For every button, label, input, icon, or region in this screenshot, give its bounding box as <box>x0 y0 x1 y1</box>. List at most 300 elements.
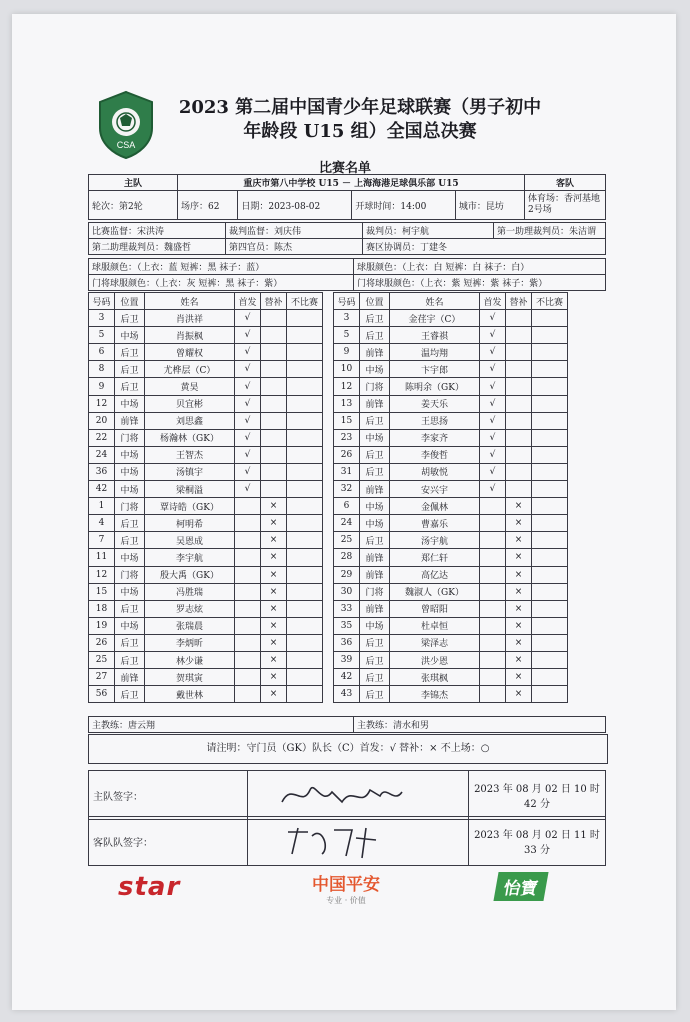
home-player-starter: √ <box>235 429 261 446</box>
roster-table <box>88 292 568 703</box>
away-player-name: 曹嘉乐 <box>390 515 480 532</box>
officials-table <box>88 222 606 255</box>
home-player-position: 中场 <box>115 481 145 498</box>
home-player-name: 覃诗皓（GK） <box>145 498 235 515</box>
home-player-number: 22 <box>89 429 115 446</box>
venue: 体育场：香河基地2号场 <box>525 191 606 220</box>
home-player-substitute: × <box>261 515 287 532</box>
home-player-name: 曾耀权 <box>145 344 235 361</box>
home-signature-scribble <box>252 772 452 816</box>
away-player-starter <box>480 583 506 600</box>
away-player-substitute <box>506 344 532 361</box>
away-player-name: 洪少恩 <box>390 651 480 668</box>
home-header-position: 位置 <box>115 293 145 310</box>
away-player-not-playing <box>532 378 568 395</box>
away-header-position: 位置 <box>360 293 390 310</box>
home-kit: 球服颜色：（上衣：蓝 短裤：黑 袜子：蓝） <box>89 259 354 275</box>
home-player-number: 11 <box>89 549 115 566</box>
kickoff: 开球时间：14:00 <box>352 191 455 220</box>
home-signature <box>248 771 469 820</box>
home-player-substitute: × <box>261 566 287 583</box>
away-player-not-playing <box>532 549 568 566</box>
away-player-not-playing <box>532 344 568 361</box>
pingan-logo <box>296 870 396 906</box>
away-player-not-playing <box>532 532 568 549</box>
home-sign-label: 主队签字： <box>89 771 248 820</box>
roster-gap <box>323 463 334 480</box>
home-player-substitute: × <box>261 617 287 634</box>
title-line-1: 2023 第二届中国青少年足球联赛（男子初中 <box>178 97 542 118</box>
home-player-number: 7 <box>89 532 115 549</box>
home-player-name: 刘思鑫 <box>145 412 235 429</box>
home-player-position: 门将 <box>115 498 145 515</box>
roster-gap <box>323 566 334 583</box>
away-player-position: 门将 <box>360 378 390 395</box>
teams: 重庆市第八中学校 U15 － 上海海港足球俱乐部 U15 <box>178 175 525 191</box>
home-player-not-playing <box>287 327 323 344</box>
away-player-position: 中场 <box>360 515 390 532</box>
roster-header-row <box>89 293 568 310</box>
away-player-starter <box>480 600 506 617</box>
star-logo <box>118 872 180 902</box>
away-player-position: 前锋 <box>360 600 390 617</box>
subtitle: 比赛名单 <box>318 161 371 176</box>
home-player-substitute: × <box>261 634 287 651</box>
home-player-position: 中场 <box>115 617 145 634</box>
away-player-not-playing <box>532 617 568 634</box>
away-player-name: 魏淑人（GK） <box>390 583 480 600</box>
home-player-starter <box>235 634 261 651</box>
away-player-not-playing <box>532 686 568 703</box>
away-player-number: 30 <box>334 583 360 600</box>
roster-row <box>89 583 568 600</box>
away-player-position: 中场 <box>360 617 390 634</box>
ar1: 第一助理裁判员：朱洁谓 <box>494 223 606 239</box>
away-player-position: 后卫 <box>360 686 390 703</box>
logo-text: CSA <box>116 140 136 150</box>
away-player-not-playing <box>532 600 568 617</box>
home-player-not-playing <box>287 498 323 515</box>
pingan-logo-text: 中国平安 <box>312 875 380 895</box>
home-player-not-playing <box>287 395 323 412</box>
home-player-name: 吴恩成 <box>145 532 235 549</box>
home-player-number: 25 <box>89 651 115 668</box>
away-player-not-playing <box>532 651 568 668</box>
away-player-substitute: × <box>506 498 532 515</box>
away-player-number: 31 <box>334 463 360 480</box>
home-player-position: 后卫 <box>115 378 145 395</box>
home-player-position: 后卫 <box>115 344 145 361</box>
away-player-not-playing <box>532 498 568 515</box>
away-player-position: 后卫 <box>360 634 390 651</box>
home-player-not-playing <box>287 344 323 361</box>
home-player-starter <box>235 669 261 686</box>
away-player-name: 梁泽志 <box>390 634 480 651</box>
home-player-not-playing <box>287 446 323 463</box>
roster-gap <box>323 429 334 446</box>
away-player-substitute: × <box>506 583 532 600</box>
home-player-number: 4 <box>89 515 115 532</box>
round: 轮次：第2轮 <box>89 191 178 220</box>
home-player-starter: √ <box>235 412 261 429</box>
home-player-not-playing <box>287 634 323 651</box>
home-player-starter: √ <box>235 310 261 327</box>
away-player-position: 后卫 <box>360 412 390 429</box>
home-player-not-playing <box>287 378 323 395</box>
away-player-name: 陈明余（GK） <box>390 378 480 395</box>
away-player-position: 后卫 <box>360 446 390 463</box>
roster-row <box>89 686 568 703</box>
home-player-number: 56 <box>89 686 115 703</box>
home-player-starter: √ <box>235 446 261 463</box>
roster-row <box>89 344 568 361</box>
away-player-name: 张琪枫 <box>390 669 480 686</box>
away-player-not-playing <box>532 669 568 686</box>
home-player-position: 后卫 <box>115 686 145 703</box>
away-player-number: 36 <box>334 634 360 651</box>
away-player-starter: √ <box>480 327 506 344</box>
away-player-name: 李家齐 <box>390 429 480 446</box>
home-player-substitute: × <box>261 686 287 703</box>
home-player-number: 19 <box>89 617 115 634</box>
home-player-number: 6 <box>89 344 115 361</box>
home-player-substitute <box>261 310 287 327</box>
roster-row <box>89 463 568 480</box>
home-header-starter: 首发 <box>235 293 261 310</box>
home-player-name: 梁桐溢 <box>145 481 235 498</box>
home-player-substitute <box>261 344 287 361</box>
home-player-not-playing <box>287 600 323 617</box>
home-player-not-playing <box>287 412 323 429</box>
roster-row <box>89 327 568 344</box>
away-player-starter <box>480 498 506 515</box>
away-player-name: 温均翔 <box>390 344 480 361</box>
home-player-starter <box>235 515 261 532</box>
roster-row <box>89 378 568 395</box>
title-line-2: 年龄段 U15 组）全国总决赛 <box>243 121 477 142</box>
home-player-name: 杨瀚林（GK） <box>145 429 235 446</box>
away-player-number: 35 <box>334 617 360 634</box>
home-player-number: 1 <box>89 498 115 515</box>
home-coach: 主教练：唐云翔 <box>89 717 354 733</box>
home-player-name: 汤镇宇 <box>145 463 235 480</box>
match-no: 场序：62 <box>178 191 238 220</box>
away-signature-scribble <box>252 818 452 862</box>
away-player-name: 汤宇航 <box>390 532 480 549</box>
home-player-position: 中场 <box>115 327 145 344</box>
home-player-number: 26 <box>89 634 115 651</box>
away-player-position: 后卫 <box>360 463 390 480</box>
home-player-position: 中场 <box>115 549 145 566</box>
away-player-number: 5 <box>334 327 360 344</box>
away-player-number: 32 <box>334 481 360 498</box>
roster-gap <box>323 327 334 344</box>
roster-row <box>89 481 568 498</box>
home-player-not-playing <box>287 481 323 498</box>
home-player-substitute: × <box>261 583 287 600</box>
home-player-position: 后卫 <box>115 515 145 532</box>
home-player-number: 36 <box>89 463 115 480</box>
home-signature-table <box>88 770 606 820</box>
away-player-name: 胡敏悦 <box>390 463 480 480</box>
away-player-not-playing <box>532 361 568 378</box>
away-player-number: 12 <box>334 378 360 395</box>
home-player-name: 张瑞晨 <box>145 617 235 634</box>
away-player-starter: √ <box>480 412 506 429</box>
csa-logo-icon <box>94 88 158 160</box>
away-header-starter: 首发 <box>480 293 506 310</box>
home-player-starter <box>235 617 261 634</box>
roster-row <box>89 532 568 549</box>
home-player-substitute <box>261 412 287 429</box>
roster-gap <box>323 361 334 378</box>
roster-row <box>89 446 568 463</box>
away-player-name: 金佩林 <box>390 498 480 515</box>
roster-gap <box>323 651 334 668</box>
away-player-name: 李俊哲 <box>390 446 480 463</box>
pingan-sub-text: 专业 · 价值 <box>326 896 366 905</box>
away-player-starter <box>480 566 506 583</box>
home-player-name: 尤桦层（C） <box>145 361 235 378</box>
city: 城市：昆坊 <box>455 191 524 220</box>
away-player-position: 前锋 <box>360 395 390 412</box>
roster-gap <box>323 669 334 686</box>
roster-gap <box>323 412 334 429</box>
third-sponsor-text: 怡寶 <box>493 872 548 901</box>
away-player-not-playing <box>532 446 568 463</box>
away-player-substitute <box>506 412 532 429</box>
home-player-substitute <box>261 378 287 395</box>
roster-row <box>89 549 568 566</box>
away-player-position: 前锋 <box>360 481 390 498</box>
home-player-not-playing <box>287 361 323 378</box>
away-player-substitute <box>506 481 532 498</box>
referee: 裁判员：柯宇航 <box>363 223 494 239</box>
away-player-number: 6 <box>334 498 360 515</box>
home-player-number: 5 <box>89 327 115 344</box>
away-player-position: 前锋 <box>360 566 390 583</box>
away-player-name: 王思扬 <box>390 412 480 429</box>
away-header-number: 号码 <box>334 293 360 310</box>
home-player-starter: √ <box>235 395 261 412</box>
home-player-name: 黄昊 <box>145 378 235 395</box>
away-player-number: 29 <box>334 566 360 583</box>
away-player-name: 金荏宇（C） <box>390 310 480 327</box>
home-player-substitute <box>261 481 287 498</box>
home-player-starter <box>235 549 261 566</box>
home-player-substitute <box>261 361 287 378</box>
home-player-not-playing <box>287 566 323 583</box>
date: 日期：2023-08-02 <box>238 191 352 220</box>
away-header-substitute: 替补 <box>506 293 532 310</box>
roster-gap <box>323 446 334 463</box>
away-player-starter: √ <box>480 481 506 498</box>
home-player-number: 15 <box>89 583 115 600</box>
away-player-not-playing <box>532 515 568 532</box>
roster-gap <box>323 515 334 532</box>
away-label: 客队 <box>525 175 606 191</box>
home-gk-kit: 门将球服颜色：（上衣：灰 短裤：黑 袜子：紫） <box>89 275 354 291</box>
home-player-name: 林少谦 <box>145 651 235 668</box>
away-header-name: 姓名 <box>390 293 480 310</box>
home-player-number: 8 <box>89 361 115 378</box>
away-player-starter <box>480 651 506 668</box>
away-player-starter: √ <box>480 378 506 395</box>
home-player-position: 后卫 <box>115 600 145 617</box>
away-player-not-playing <box>532 310 568 327</box>
away-player-number: 15 <box>334 412 360 429</box>
home-player-name: 柯明希 <box>145 515 235 532</box>
away-player-position: 前锋 <box>360 344 390 361</box>
home-header-name: 姓名 <box>145 293 235 310</box>
home-player-starter: √ <box>235 327 261 344</box>
away-player-substitute <box>506 463 532 480</box>
roster-gap <box>323 293 334 310</box>
roster-gap <box>323 378 334 395</box>
roster-gap <box>323 583 334 600</box>
fourth-official: 第四官员：陈杰 <box>226 239 363 255</box>
home-player-position: 中场 <box>115 583 145 600</box>
away-player-not-playing <box>532 395 568 412</box>
away-player-substitute <box>506 310 532 327</box>
away-player-starter: √ <box>480 395 506 412</box>
home-player-number: 12 <box>89 395 115 412</box>
away-player-substitute: × <box>506 515 532 532</box>
home-player-starter: √ <box>235 378 261 395</box>
roster-gap <box>323 600 334 617</box>
home-player-not-playing <box>287 310 323 327</box>
away-player-substitute: × <box>506 566 532 583</box>
home-player-position: 门将 <box>115 566 145 583</box>
roster-row <box>89 412 568 429</box>
home-player-name: 李炳昕 <box>145 634 235 651</box>
home-player-starter <box>235 532 261 549</box>
home-player-starter: √ <box>235 361 261 378</box>
roster-row <box>89 395 568 412</box>
roster-row <box>89 566 568 583</box>
home-player-name: 王智杰 <box>145 446 235 463</box>
away-player-position: 后卫 <box>360 532 390 549</box>
away-player-number: 13 <box>334 395 360 412</box>
home-header-number: 号码 <box>89 293 115 310</box>
page-title <box>160 96 560 144</box>
roster-gap <box>323 481 334 498</box>
home-player-not-playing <box>287 463 323 480</box>
ar2: 第二助理裁判员：魏盛哲 <box>89 239 226 255</box>
home-player-name: 李宇航 <box>145 549 235 566</box>
away-sign-time: 2023 年 08 月 02 日 11 时 33 分 <box>469 817 606 866</box>
away-player-name: 王睿祺 <box>390 327 480 344</box>
roster-row <box>89 515 568 532</box>
away-coach: 主教练：清水和男 <box>354 717 606 733</box>
home-label: 主队 <box>89 175 178 191</box>
away-player-not-playing <box>532 566 568 583</box>
home-player-number: 42 <box>89 481 115 498</box>
away-player-name: 曾昭阳 <box>390 600 480 617</box>
away-player-name: 郑仁轩 <box>390 549 480 566</box>
star-logo-text: star <box>118 872 181 902</box>
away-player-name: 杜卓恒 <box>390 617 480 634</box>
away-gk-kit: 门将球服颜色：（上衣：紫 短裤：紫 袜子：紫） <box>354 275 606 291</box>
home-sign-time: 2023 年 08 月 02 日 10 时 42 分 <box>469 771 606 820</box>
away-player-starter <box>480 669 506 686</box>
away-player-position: 中场 <box>360 361 390 378</box>
home-player-not-playing <box>287 583 323 600</box>
roster-gap <box>323 344 334 361</box>
home-player-substitute <box>261 446 287 463</box>
away-player-number: 3 <box>334 310 360 327</box>
away-player-not-playing <box>532 429 568 446</box>
away-player-name: 安兴宇 <box>390 481 480 498</box>
roster-gap <box>323 532 334 549</box>
home-player-number: 12 <box>89 566 115 583</box>
roster-gap <box>323 617 334 634</box>
home-player-number: 24 <box>89 446 115 463</box>
away-player-number: 26 <box>334 446 360 463</box>
away-player-starter: √ <box>480 361 506 378</box>
home-player-not-playing <box>287 617 323 634</box>
away-player-position: 前锋 <box>360 549 390 566</box>
away-player-substitute: × <box>506 549 532 566</box>
away-player-number: 24 <box>334 515 360 532</box>
away-player-number: 23 <box>334 429 360 446</box>
away-player-starter: √ <box>480 463 506 480</box>
roster-gap <box>323 634 334 651</box>
home-player-name: 殷大禹（GK） <box>145 566 235 583</box>
home-player-substitute: × <box>261 532 287 549</box>
roster-gap <box>323 310 334 327</box>
home-player-substitute: × <box>261 549 287 566</box>
home-player-name: 贝宜彬 <box>145 395 235 412</box>
away-player-position: 后卫 <box>360 310 390 327</box>
home-player-position: 前锋 <box>115 669 145 686</box>
home-player-name: 贺琪寅 <box>145 669 235 686</box>
home-player-name: 罗志炫 <box>145 600 235 617</box>
away-player-starter: √ <box>480 429 506 446</box>
home-player-substitute <box>261 463 287 480</box>
home-player-number: 20 <box>89 412 115 429</box>
home-player-position: 后卫 <box>115 634 145 651</box>
away-player-name: 高亿达 <box>390 566 480 583</box>
home-player-substitute <box>261 429 287 446</box>
away-player-number: 9 <box>334 344 360 361</box>
away-player-name: 李锦杰 <box>390 686 480 703</box>
home-player-number: 18 <box>89 600 115 617</box>
home-player-starter <box>235 686 261 703</box>
legend-note: 请注明：守门员（GK）队长（C）首发：√ 替补：× 不上场：○ <box>88 734 608 764</box>
away-player-starter <box>480 549 506 566</box>
home-player-starter: √ <box>235 463 261 480</box>
away-player-number: 42 <box>334 669 360 686</box>
home-header-not-playing: 不比赛 <box>287 293 323 310</box>
roster-row <box>89 429 568 446</box>
away-player-starter <box>480 532 506 549</box>
away-player-number: 10 <box>334 361 360 378</box>
home-player-substitute <box>261 327 287 344</box>
away-player-substitute: × <box>506 617 532 634</box>
away-player-not-playing <box>532 412 568 429</box>
away-player-number: 33 <box>334 600 360 617</box>
home-player-number: 9 <box>89 378 115 395</box>
away-player-starter: √ <box>480 310 506 327</box>
away-player-number: 39 <box>334 651 360 668</box>
supervisor: 比赛监督：宋洪涛 <box>89 223 226 239</box>
away-player-position: 后卫 <box>360 327 390 344</box>
home-player-position: 后卫 <box>115 361 145 378</box>
roster-row <box>89 669 568 686</box>
roster-row <box>89 651 568 668</box>
away-player-name: 卞宇郎 <box>390 361 480 378</box>
